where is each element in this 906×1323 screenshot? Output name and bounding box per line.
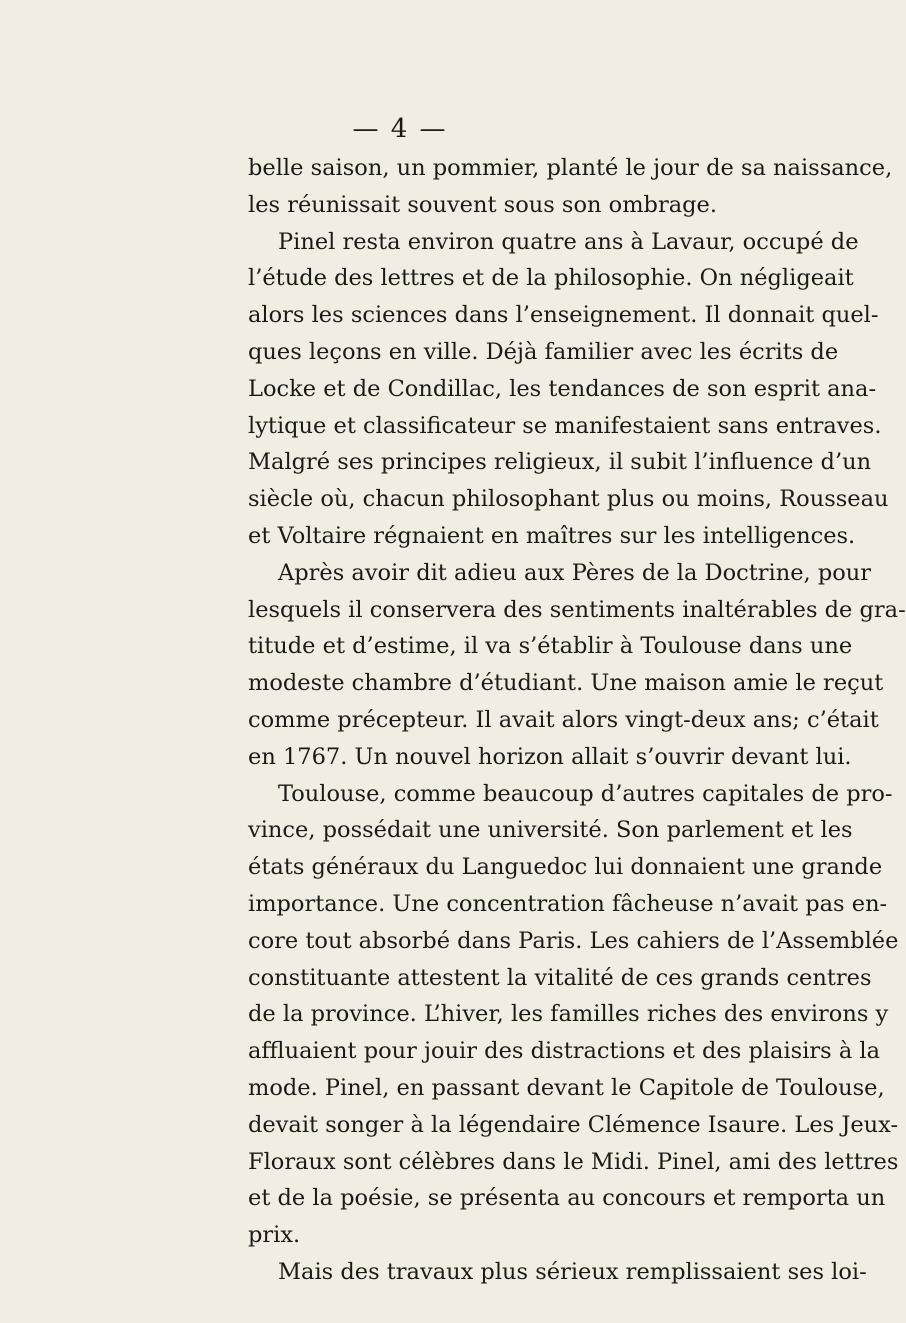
text-line: prix. [248, 1222, 301, 1249]
text-line: constituante attestent la vitalité de ces grands centres [248, 964, 872, 991]
text-line: états généraux du Languedoc lui donnaient une grande [248, 854, 883, 881]
text-line: Malgré ses principes religieux, il subit l’influence d’un [248, 449, 872, 476]
page-number: — 4 — [352, 114, 448, 144]
text-line: importance. Une concentration fâcheuse n’avait pas en- [248, 890, 888, 917]
text-line: Après avoir dit adieu aux Pères de la Doctrine, pour [278, 559, 872, 586]
text-line: affluaient pour jouir des distractions et des plaisirs à la [248, 1038, 881, 1065]
text-line: comme précepteur. Il avait alors vingt-deux ans; c’était [248, 706, 879, 733]
text-line: mode. Pinel, en passant devant le Capitole de Toulouse, [248, 1074, 885, 1101]
text-line: Locke et de Condillac, les tendances de son esprit ana- [248, 375, 877, 402]
text-line: belle saison, un pommier, planté le jour de sa naissance, [248, 155, 893, 181]
text-line: ques leçons en ville. Déjà familier avec les écrits de [248, 338, 839, 365]
text-line: alors les sciences dans l’enseignement. Il donnait quel- [248, 302, 879, 329]
text-line: en 1767. Un nouvel horizon allait s’ouvrir devant lui. [248, 743, 852, 770]
text-line: modeste chambre d’étudiant. Une maison amie le reçut [248, 670, 884, 697]
text-line: les réunissait souvent sous son ombrage. [248, 191, 717, 218]
text-line: et Voltaire régnaient en maîtres sur les intelligences. [248, 522, 856, 549]
text-line: titude et d’estime, il va s’établir à Toulouse dans une [248, 633, 853, 660]
text-line: core tout absorbé dans Paris. Les cahiers de l’Assemblée [248, 927, 899, 954]
text-line: vince, possédait une université. Son parlement et les [248, 817, 853, 844]
text-line: siècle où, chacun philosophant plus ou moins, Rousseau [248, 486, 889, 513]
text-line: Toulouse, comme beaucoup d’autres capitales de pro- [278, 780, 893, 807]
text-line: de la province. L’hiver, les familles riches des environs y [248, 1001, 889, 1028]
text-line: Pinel resta environ quatre ans à Lavaur, occupé de [278, 228, 859, 255]
text-line: lesquels il conservera des sentiments inaltérables de gra- [248, 596, 906, 623]
body-text [248, 150, 906, 1291]
text-line: lytique et classificateur se manifestaient sans entraves. [248, 412, 882, 439]
text-line: Mais des travaux plus sérieux remplissaient ses loi- [278, 1258, 867, 1285]
text-line: Floraux sont célèbres dans le Midi. Pinel, ami des lettres [248, 1148, 899, 1175]
text-line: l’étude des lettres et de la philosophie. On négligeait [248, 265, 854, 292]
text-line: devait songer à la légendaire Clémence Isaure. Les Jeux- [248, 1111, 899, 1138]
text-line: et de la poésie, se présenta au concours et remporta un [248, 1185, 886, 1212]
